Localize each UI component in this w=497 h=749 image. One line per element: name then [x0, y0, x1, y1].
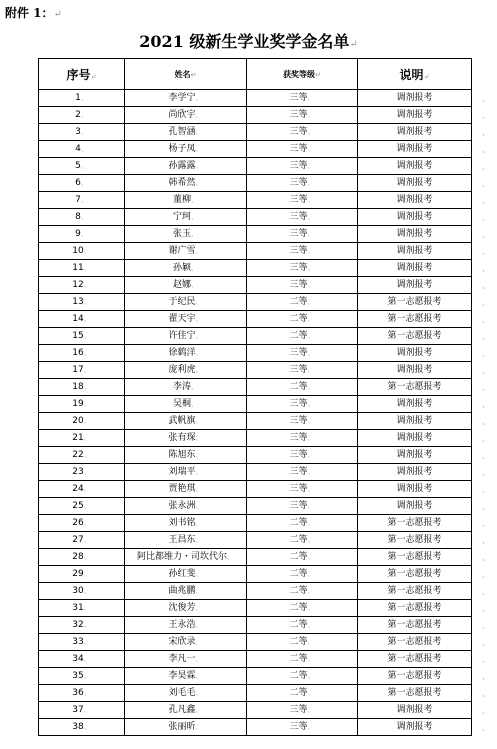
cell-level: 二等、 — [247, 532, 358, 549]
row-end-mark-icon: 、 — [482, 671, 490, 681]
row-end-mark-icon: 、 — [482, 161, 490, 171]
cell-note: 调剂报考 — [358, 90, 472, 107]
cell-name: 阿比都维力・司坎代尔、 — [125, 549, 247, 566]
cell-note: 第一志愿报考 — [358, 668, 472, 685]
cell-note: 调剂报考 — [358, 277, 472, 294]
cell-note: 调剂报考 — [358, 413, 472, 430]
row-end-mark-icon: 、 — [482, 246, 490, 256]
cell-name: 陈旭东、 — [125, 447, 247, 464]
cell-level: 三等、 — [247, 464, 358, 481]
cell-level: 二等、 — [247, 328, 358, 345]
table-row — [39, 379, 472, 396]
cell-level: 二等、 — [247, 294, 358, 311]
attachment-label: 附件 1：↵ — [5, 6, 62, 20]
cell-name: 翟天宇、 — [125, 311, 247, 328]
cell-level: 三等、 — [247, 107, 358, 124]
cell-name: 杨子凤、 — [125, 141, 247, 158]
cell-name: 徐鹤洋、 — [125, 345, 247, 362]
cell-seq: 37、 — [39, 702, 125, 719]
row-end-mark-icon: 、 — [482, 586, 490, 596]
cell-note: 调剂报考 — [358, 124, 472, 141]
cell-note: 调剂报考 — [358, 719, 472, 736]
cell-seq: 3、 — [39, 124, 125, 141]
cell-level: 三等、 — [247, 481, 358, 498]
cell-level: 二等、 — [247, 634, 358, 651]
cell-seq: 23、 — [39, 464, 125, 481]
cell-note: 调剂报考 — [358, 345, 472, 362]
cell-seq: 9、 — [39, 226, 125, 243]
cell-level: 二等、 — [247, 600, 358, 617]
cell-seq: 10、 — [39, 243, 125, 260]
table-row — [39, 464, 472, 481]
cell-name: 张玉、 — [125, 226, 247, 243]
table-row — [39, 243, 472, 260]
cell-name: 孔智涵、 — [125, 124, 247, 141]
cell-level: 二等、 — [247, 311, 358, 328]
row-end-mark-icon: 、 — [482, 705, 490, 715]
row-end-mark-icon: 、 — [482, 620, 490, 630]
cell-name: 刘书铭、 — [125, 515, 247, 532]
row-end-mark-icon: 、 — [482, 263, 490, 273]
cell-note: 第一志愿报考 — [358, 634, 472, 651]
cell-name: 张永洲、 — [125, 498, 247, 515]
cell-level: 二等、 — [247, 566, 358, 583]
table-row — [39, 447, 472, 464]
return-mark-icon: ↵ — [53, 9, 62, 20]
row-end-mark-icon: 、 — [482, 688, 490, 698]
cell-note: 调剂报考 — [358, 209, 472, 226]
cell-seq: 25、 — [39, 498, 125, 515]
cell-level: 三等、 — [247, 719, 358, 736]
table-row — [39, 90, 472, 107]
table-header-row — [39, 59, 472, 90]
cell-level: 三等、 — [247, 362, 358, 379]
cell-name: 孙露露、 — [125, 158, 247, 175]
row-end-mark-icon: 、 — [482, 144, 490, 154]
cell-seq: 11、 — [39, 260, 125, 277]
cell-seq: 8、 — [39, 209, 125, 226]
cell-name: 刘毛毛、 — [125, 685, 247, 702]
row-end-mark-icon: 、 — [482, 195, 490, 205]
cell-seq: 29、 — [39, 566, 125, 583]
cell-seq: 26、 — [39, 515, 125, 532]
cell-name: 张丽昕、 — [125, 719, 247, 736]
cell-level: 三等、 — [247, 498, 358, 515]
cell-level: 三等、 — [247, 430, 358, 447]
row-end-mark-icon: 、 — [482, 382, 490, 392]
cell-name: 吴桐、 — [125, 396, 247, 413]
cell-note: 第一志愿报考 — [358, 566, 472, 583]
row-end-mark-icon: 、 — [482, 110, 490, 120]
row-end-mark-icon: 、 — [482, 484, 490, 494]
row-end-mark-icon: 、 — [482, 603, 490, 613]
cell-name: 李昊霖、 — [125, 668, 247, 685]
row-end-mark-icon: 、 — [482, 314, 490, 324]
cell-name: 沈俊芳、 — [125, 600, 247, 617]
document-title — [0, 29, 497, 52]
cell-seq: 21、 — [39, 430, 125, 447]
cell-seq: 4、 — [39, 141, 125, 158]
table-row — [39, 328, 472, 345]
row-end-mark-icon: 、 — [482, 416, 490, 426]
cell-note: 第一志愿报考 — [358, 294, 472, 311]
cell-level: 三等、 — [247, 396, 358, 413]
table-row — [39, 175, 472, 192]
cell-seq: 1、 — [39, 90, 125, 107]
table-row — [39, 617, 472, 634]
header-level: 获奖等级↵ — [247, 59, 358, 90]
cell-seq: 12、 — [39, 277, 125, 294]
cell-seq: 30、 — [39, 583, 125, 600]
row-end-mark-icon: 、 — [482, 535, 490, 545]
cell-name: 刘瑞平、 — [125, 464, 247, 481]
table-row — [39, 668, 472, 685]
cell-level: 三等、 — [247, 260, 358, 277]
cell-note: 调剂报考 — [358, 243, 472, 260]
cell-seq: 7、 — [39, 192, 125, 209]
row-end-mark-icon: 、 — [482, 365, 490, 375]
header-name: 姓名↵ — [125, 59, 247, 90]
row-end-mark-icon: 、 — [482, 229, 490, 239]
cell-level: 二等、 — [247, 379, 358, 396]
cell-level: 二等、 — [247, 583, 358, 600]
table-row — [39, 209, 472, 226]
cell-note: 调剂报考 — [358, 396, 472, 413]
cell-note: 调剂报考 — [358, 192, 472, 209]
cell-seq: 22、 — [39, 447, 125, 464]
cell-note: 第一志愿报考 — [358, 583, 472, 600]
cell-name: 李涛、 — [125, 379, 247, 396]
cell-name: 尚欣宇、 — [125, 107, 247, 124]
cell-seq: 19、 — [39, 396, 125, 413]
cell-level: 三等、 — [247, 413, 358, 430]
cell-level: 二等、 — [247, 617, 358, 634]
row-end-mark-icon: 、 — [482, 722, 490, 732]
cell-level: 三等、 — [247, 141, 358, 158]
cell-level: 三等、 — [247, 243, 358, 260]
cell-name: 庞利虎、 — [125, 362, 247, 379]
cell-seq: 15、 — [39, 328, 125, 345]
row-end-mark-icon: 、 — [482, 637, 490, 647]
table-row — [39, 566, 472, 583]
table-row — [39, 260, 472, 277]
cell-note: 调剂报考 — [358, 447, 472, 464]
table-row — [39, 549, 472, 566]
cell-name: 董柳、 — [125, 192, 247, 209]
cell-level: 二等、 — [247, 515, 358, 532]
cell-seq: 16、 — [39, 345, 125, 362]
cell-name: 李学宁、 — [125, 90, 247, 107]
row-end-mark-icon: 、 — [482, 280, 490, 290]
row-end-mark-icon: 、 — [482, 331, 490, 341]
cell-seq: 31、 — [39, 600, 125, 617]
cell-level: 三等、 — [247, 209, 358, 226]
cell-seq: 18、 — [39, 379, 125, 396]
table-row — [39, 719, 472, 736]
cell-seq: 24、 — [39, 481, 125, 498]
cell-name: 张有琛、 — [125, 430, 247, 447]
table-row — [39, 651, 472, 668]
cell-name: 王永浩、 — [125, 617, 247, 634]
cell-note: 第一志愿报考 — [358, 600, 472, 617]
cell-name: 王昌东、 — [125, 532, 247, 549]
cell-name: 于纪民、 — [125, 294, 247, 311]
table-row — [39, 396, 472, 413]
table-row — [39, 515, 472, 532]
cell-seq: 33、 — [39, 634, 125, 651]
cell-level: 二等、 — [247, 651, 358, 668]
row-end-mark-icon: 、 — [482, 433, 490, 443]
cell-level: 三等、 — [247, 192, 358, 209]
cell-note: 第一志愿报考 — [358, 328, 472, 345]
cell-note: 第一志愿报考 — [358, 532, 472, 549]
table-row — [39, 413, 472, 430]
scholarship-table — [38, 58, 472, 736]
cell-seq: 5、 — [39, 158, 125, 175]
cell-level: 二等、 — [247, 549, 358, 566]
table-row — [39, 311, 472, 328]
table-row — [39, 532, 472, 549]
cell-note: 第一志愿报考 — [358, 379, 472, 396]
cell-level: 二等、 — [247, 685, 358, 702]
cell-seq: 6、 — [39, 175, 125, 192]
row-end-mark-icon: 、 — [482, 501, 490, 511]
cell-level: 三等、 — [247, 277, 358, 294]
cell-seq: 27、 — [39, 532, 125, 549]
cell-name: 谢广雪、 — [125, 243, 247, 260]
table-row — [39, 702, 472, 719]
table-row — [39, 107, 472, 124]
cell-note: 调剂报考 — [358, 481, 472, 498]
table-row — [39, 685, 472, 702]
cell-note: 调剂报考 — [358, 464, 472, 481]
cell-level: 三等、 — [247, 158, 358, 175]
cell-name: 孙颖、 — [125, 260, 247, 277]
cell-note: 第一志愿报考 — [358, 651, 472, 668]
cell-seq: 14、 — [39, 311, 125, 328]
row-end-mark-icon: 、 — [482, 654, 490, 664]
cell-seq: 36、 — [39, 685, 125, 702]
cell-level: 三等、 — [247, 175, 358, 192]
cell-note: 调剂报考 — [358, 226, 472, 243]
row-end-mark-icon: 、 — [482, 348, 490, 358]
cell-name: 宋欣录、 — [125, 634, 247, 651]
cell-note: 调剂报考 — [358, 158, 472, 175]
cell-seq: 13、 — [39, 294, 125, 311]
row-end-mark-icon: 、 — [482, 127, 490, 137]
cell-note: 第一志愿报考 — [358, 515, 472, 532]
title-text: 2021 级新生学业奖学金名单 — [139, 32, 350, 51]
table-row — [39, 345, 472, 362]
cell-name: 孔凡鑫、 — [125, 702, 247, 719]
table-row — [39, 277, 472, 294]
cell-seq: 20、 — [39, 413, 125, 430]
cell-note: 第一志愿报考 — [358, 617, 472, 634]
table-row — [39, 226, 472, 243]
cell-note: 调剂报考 — [358, 702, 472, 719]
row-end-mark-icon: 、 — [482, 467, 490, 477]
cell-name: 赵娜、 — [125, 277, 247, 294]
row-end-mark-icon: 、 — [482, 450, 490, 460]
table-row — [39, 362, 472, 379]
cell-note: 调剂报考 — [358, 107, 472, 124]
cell-name: 韩希然、 — [125, 175, 247, 192]
cell-name: 许佳宁、 — [125, 328, 247, 345]
table-row — [39, 141, 472, 158]
cell-seq: 17、 — [39, 362, 125, 379]
row-end-mark-icon: 、 — [482, 93, 490, 103]
header-seq: 序号↵ — [39, 59, 125, 90]
table-row — [39, 481, 472, 498]
cell-level: 三等、 — [247, 345, 358, 362]
row-end-mark-icon: 、 — [482, 569, 490, 579]
cell-level: 二等、 — [247, 668, 358, 685]
cell-level: 三等、 — [247, 447, 358, 464]
cell-note: 调剂报考 — [358, 362, 472, 379]
cell-name: 武帆旗、 — [125, 413, 247, 430]
return-mark-icon: ↵ — [349, 39, 358, 50]
cell-level: 三等、 — [247, 124, 358, 141]
cell-name: 宁珂、 — [125, 209, 247, 226]
cell-seq: 34、 — [39, 651, 125, 668]
cell-level: 三等、 — [247, 90, 358, 107]
cell-note: 调剂报考 — [358, 141, 472, 158]
table-row — [39, 583, 472, 600]
table-row — [39, 634, 472, 651]
cell-name: 贾艳琪、 — [125, 481, 247, 498]
table-row — [39, 600, 472, 617]
cell-name: 孙红斐、 — [125, 566, 247, 583]
header-note: 说明↵ — [358, 59, 472, 90]
cell-note: 调剂报考 — [358, 430, 472, 447]
table-row — [39, 430, 472, 447]
cell-name: 李凡一、 — [125, 651, 247, 668]
table-row — [39, 158, 472, 175]
table-row — [39, 294, 472, 311]
row-end-mark-icon: 、 — [482, 178, 490, 188]
cell-note: 调剂报考 — [358, 260, 472, 277]
cell-seq: 32、 — [39, 617, 125, 634]
row-end-mark-icon: 、 — [482, 518, 490, 528]
cell-seq: 28、 — [39, 549, 125, 566]
cell-note: 调剂报考 — [358, 498, 472, 515]
cell-note: 第一志愿报考 — [358, 685, 472, 702]
row-end-mark-icon: 、 — [482, 399, 490, 409]
cell-seq: 2、 — [39, 107, 125, 124]
cell-seq: 35、 — [39, 668, 125, 685]
cell-seq: 38、 — [39, 719, 125, 736]
cell-note: 第一志愿报考 — [358, 311, 472, 328]
row-end-mark-icon: 、 — [482, 297, 490, 307]
cell-note: 第一志愿报考 — [358, 549, 472, 566]
cell-level: 三等、 — [247, 702, 358, 719]
row-end-mark-icon: 、 — [482, 212, 490, 222]
row-end-mark-icon: 、 — [482, 552, 490, 562]
table-row — [39, 192, 472, 209]
cell-level: 三等、 — [247, 226, 358, 243]
cell-name: 曲兆鹏、 — [125, 583, 247, 600]
cell-note: 调剂报考 — [358, 175, 472, 192]
table-row — [39, 498, 472, 515]
table-row — [39, 124, 472, 141]
